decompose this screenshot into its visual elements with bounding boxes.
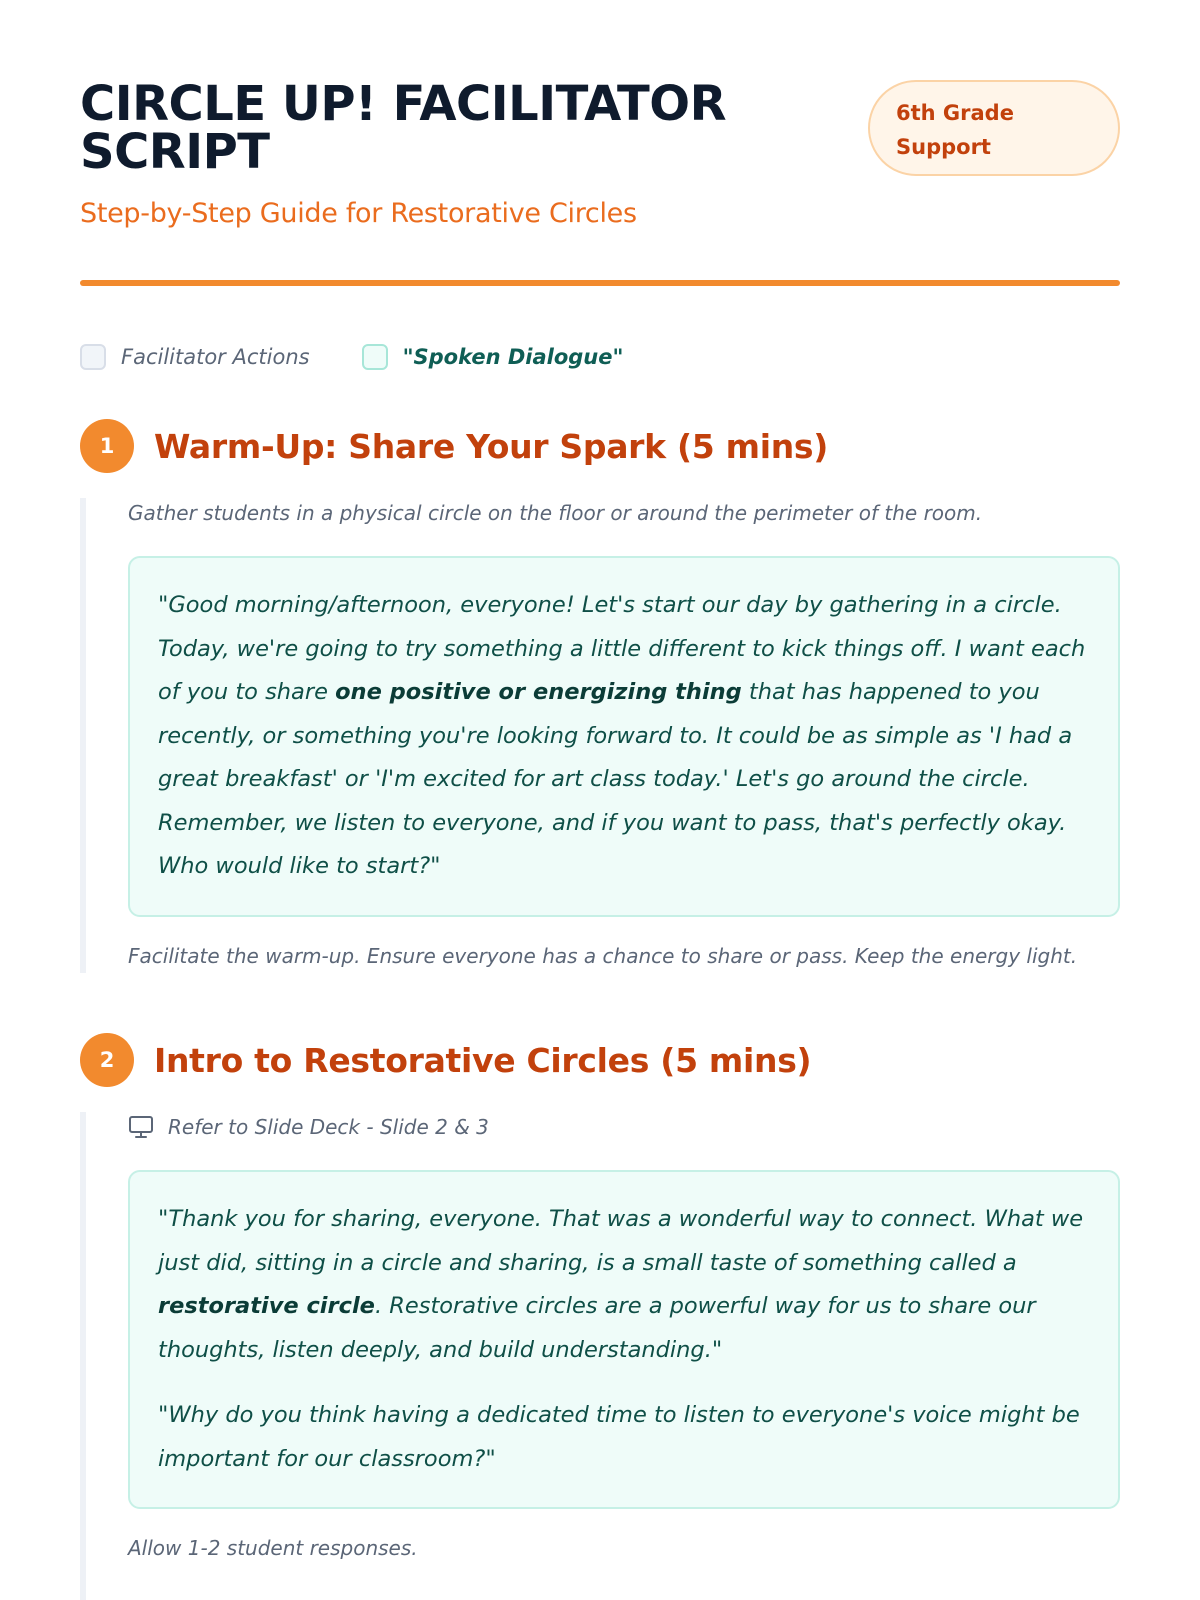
section-intro	[80, 1032, 1120, 1600]
dialogue-box	[128, 556, 1120, 917]
section-header	[80, 1032, 1120, 1088]
dialogue-emphasis: one positive or energizing thing	[335, 679, 742, 705]
actions-swatch	[80, 344, 106, 370]
legend-label-dialogue: "Spoken Dialogue"	[402, 345, 624, 369]
facilitator-action: Facilitate the warm-up. Ensure everyone has a chance to share or pass. Keep the energy light.	[128, 943, 1078, 968]
step-number: 1	[80, 419, 134, 473]
facilitator-action: Allow 1-2 student responses.	[128, 1536, 418, 1560]
dialogue-emphasis: restorative circle	[158, 1293, 375, 1319]
dialogue-text: "Good morning/afternoon, everyone! Let's start our day by gathering in a circle. Today, we're going to try something a little different to kick things off. I want each of you to share	[158, 592, 1086, 705]
step-number: 2	[80, 1033, 134, 1087]
slide-reference-text: Refer to Slide Deck - Slide 2 & 3	[168, 1115, 489, 1139]
section-body	[80, 498, 1120, 973]
slide-reference	[128, 1112, 1120, 1142]
dialogue-box	[128, 1170, 1120, 1509]
dialogue-swatch	[362, 344, 388, 370]
dialogue-text: that has happened to you recently, or something you're looking forward to. It could be as simple as 'I had a great breakfast' or 'I'm excited for art class today.' Let's go around the circle. Remember, we listen to everyone, and if you want to pass, that's perfectly okay. Who would like to start?"	[158, 679, 1073, 879]
dialogue-text: "Why do you think having a dedicated time to listen to everyone's voice might be important for our classroom?"	[158, 1402, 1080, 1472]
legend-item-dialogue	[362, 344, 624, 370]
dialogue-text: . Restorative circles are a powerful way for us to share our thoughts, listen deeply, and build understanding."	[158, 1293, 1036, 1363]
grade-badge: 6th Grade Support	[868, 80, 1120, 176]
legend	[80, 342, 675, 372]
section-header	[80, 418, 1120, 474]
dialogue-paragraph	[158, 1198, 1090, 1372]
header-divider	[80, 280, 1120, 286]
facilitator-script-page	[80, 0, 1120, 1560]
dialogue-paragraph	[158, 1394, 1090, 1481]
dialogue-text: "Thank you for sharing, everyone. That was a wonderful way to connect. What we just did, sitting in a circle and sharing, is a small taste of something called a	[158, 1206, 1084, 1276]
page-title: CIRCLE UP! FACILITATOR SCRIPT	[80, 76, 727, 180]
monitor-icon	[128, 1115, 154, 1139]
legend-label-actions: Facilitator Actions	[121, 345, 310, 369]
section-title: Intro to Restorative Circles (5 mins)	[154, 1040, 812, 1080]
section-warm-up	[80, 418, 1120, 973]
facilitator-action: Gather students in a physical circle on the floor or around the perimeter of the room.	[128, 501, 983, 525]
section-title: Warm-Up: Share Your Spark (5 mins)	[154, 426, 829, 466]
page-subtitle: Step-by-Step Guide for Restorative Circles	[80, 198, 637, 229]
page-header	[80, 0, 1120, 286]
legend-item-actions	[80, 344, 310, 370]
section-body	[80, 1112, 1120, 1600]
dialogue-paragraph	[158, 584, 1090, 889]
